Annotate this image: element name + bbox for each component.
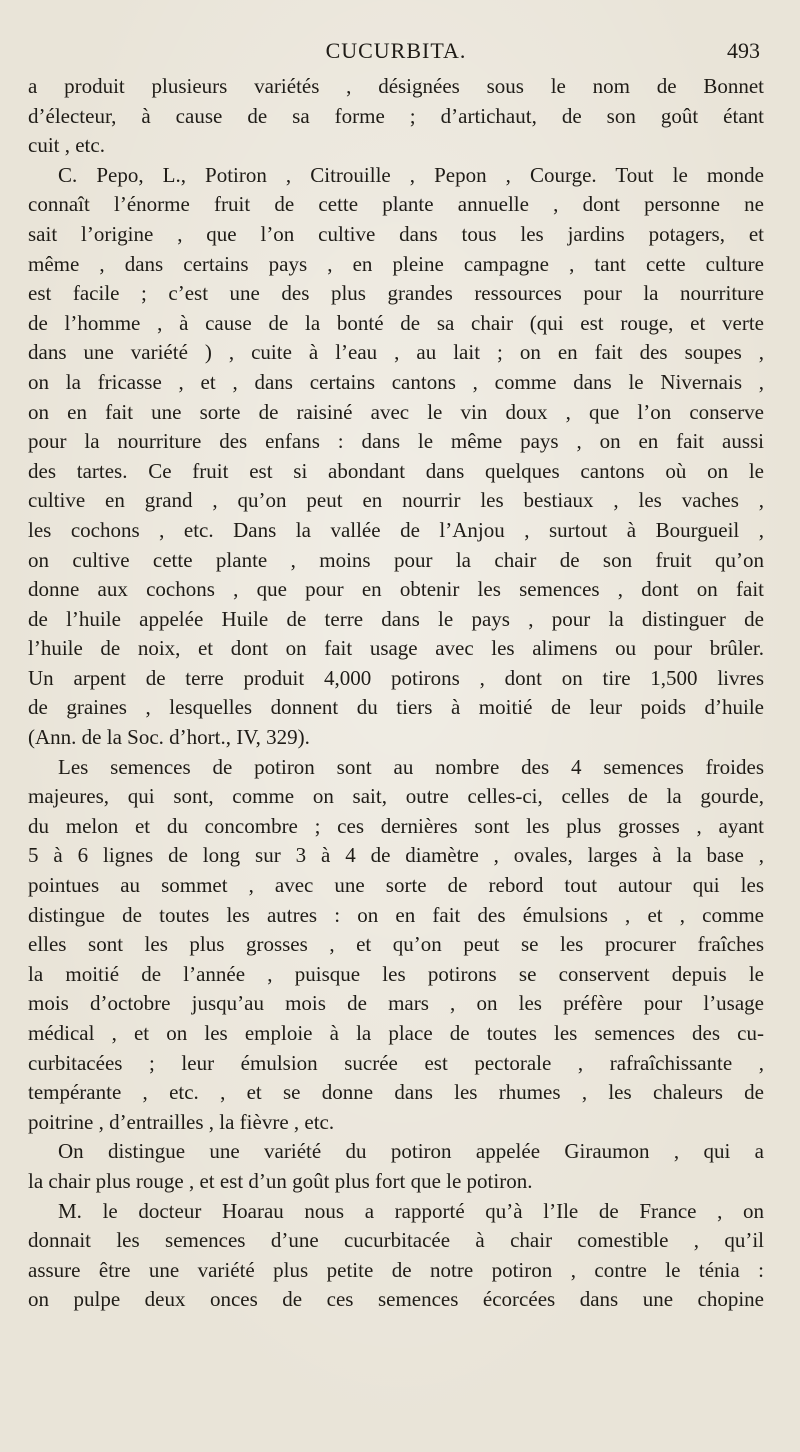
text-line: de graines , lesquelles donnent du tiers à moitié de leur poids d’huile — [28, 695, 764, 720]
text-line: on la fricasse , et , dans certains cantons , comme dans le Nivernais , — [28, 369, 764, 394]
text-line: majeures, qui sont, comme on sait, outre celles-ci, celles de la gourde, — [28, 784, 764, 809]
text-line: on en fait une sorte de raisiné avec le vin doux , que l’on conserve — [28, 399, 764, 424]
text-line: cuit , etc. — [28, 133, 105, 158]
text-line: médical , et on les emploie à la place de toutes les semences des cu- — [28, 1021, 764, 1045]
text-line: sait l’origine , que l’on cultive dans tous les jardins potagers, et — [28, 221, 764, 246]
text-line: Les semences de potiron sont au nombre des 4 semences froides — [58, 754, 764, 779]
text-line: mois d’octobre jusqu’au mois de mars , on les préfère pour l’usage — [28, 991, 764, 1016]
text-line: de l’huile appelée Huile de terre dans le pays , pour la distinguer de — [28, 606, 764, 631]
text-line: On distingue une variété du potiron appelée Giraumon , qui a — [58, 1139, 764, 1164]
text-line: d’électeur, à cause de sa forme ; d’artichaut, de son goût étant — [28, 103, 764, 128]
text-line: on cultive cette plante , moins pour la chair de son fruit qu’on — [28, 547, 764, 572]
text-line: même , dans certains pays , en pleine campagne , tant cette culture — [28, 251, 764, 276]
text-line: est facile ; c’est une des plus grandes ressources pour la nourriture — [28, 281, 764, 306]
text-line: on pulpe deux onces de ces semences écorcées dans une chopine — [28, 1287, 764, 1312]
text-line: de l’homme , à cause de la bonté de sa chair (qui est rouge, et verte — [28, 310, 764, 335]
text-line: poitrine , d’entrailles , la fièvre , etc. — [28, 1109, 335, 1134]
text-line: pour la nourriture des enfans : dans le même pays , on en fait aussi — [28, 429, 764, 454]
body-text — [28, 72, 764, 1315]
text-line: (Ann. de la Soc. d’hort., IV, 329). — [28, 725, 310, 750]
text-line: la chair plus rouge , et est d’un goût plus fort que le potiron. — [28, 1168, 533, 1193]
text-line: tempérante , etc. , et se donne dans les rhumes , les chaleurs de — [28, 1080, 764, 1105]
text-line: donnait les semences d’une cucurbitacée à chair comestible , qu’il — [28, 1228, 764, 1253]
text-line: les cochons , etc. Dans la vallée de l’Anjou , surtout à Bourgueil , — [28, 517, 764, 542]
text-line: M. le docteur Hoarau nous a rapporté qu’à l’Ile de France , on — [58, 1198, 764, 1223]
text-line: des tartes. Ce fruit est si abondant dans quelques cantons où on le — [28, 458, 764, 483]
text-line: elles sont les plus grosses , et qu’on peut se les procurer fraîches — [28, 932, 764, 957]
text-line: cultive en grand , qu’on peut en nourrir les bestiaux , les vaches , — [28, 488, 764, 513]
text-line: du melon et du concombre ; ces dernières sont les plus grosses , ayant — [28, 813, 764, 838]
text-line: la moitié de l’année , puisque les potirons se conservent depuis le — [28, 961, 764, 986]
text-line: donne aux cochons , que pour en obtenir les semences , dont on fait — [28, 577, 764, 602]
page-header — [28, 38, 764, 72]
text-line: pointues au sommet , avec une sorte de rebord tout autour qui les — [28, 873, 764, 898]
text-line: dans une variété ) , cuite à l’eau , au lait ; on en fait des soupes , — [28, 340, 764, 365]
text-line: 5 à 6 lignes de long sur 3 à 4 de diamètre , ovales, larges à la base , — [28, 843, 764, 868]
text-line: Un arpent de terre produit 4,000 potirons , dont on tire 1,500 livres — [28, 665, 764, 690]
text-line: curbitacées ; leur émulsion sucrée est pectorale , rafraîchissante , — [28, 1050, 764, 1075]
text-line: assure être une variété plus petite de notre potiron , contre le ténia : — [28, 1257, 764, 1282]
text-line: a produit plusieurs variétés , désignées sous le nom de Bonnet — [28, 74, 764, 98]
text-line: connaît l’énorme fruit de cette plante annuelle , dont personne ne — [28, 192, 764, 217]
page-number: 493 — [727, 38, 760, 63]
text-line: l’huile de noix, et dont on fait usage avec les alimens ou pour brûler. — [28, 636, 764, 661]
text-line: distingue de toutes les autres : on en fait des émulsions , et , comme — [28, 902, 764, 927]
text-line: C. Pepo, L., Potiron , Citrouille , Pepon , Courge. Tout le monde — [58, 162, 764, 187]
running-head: CUCURBITA. — [325, 38, 467, 63]
